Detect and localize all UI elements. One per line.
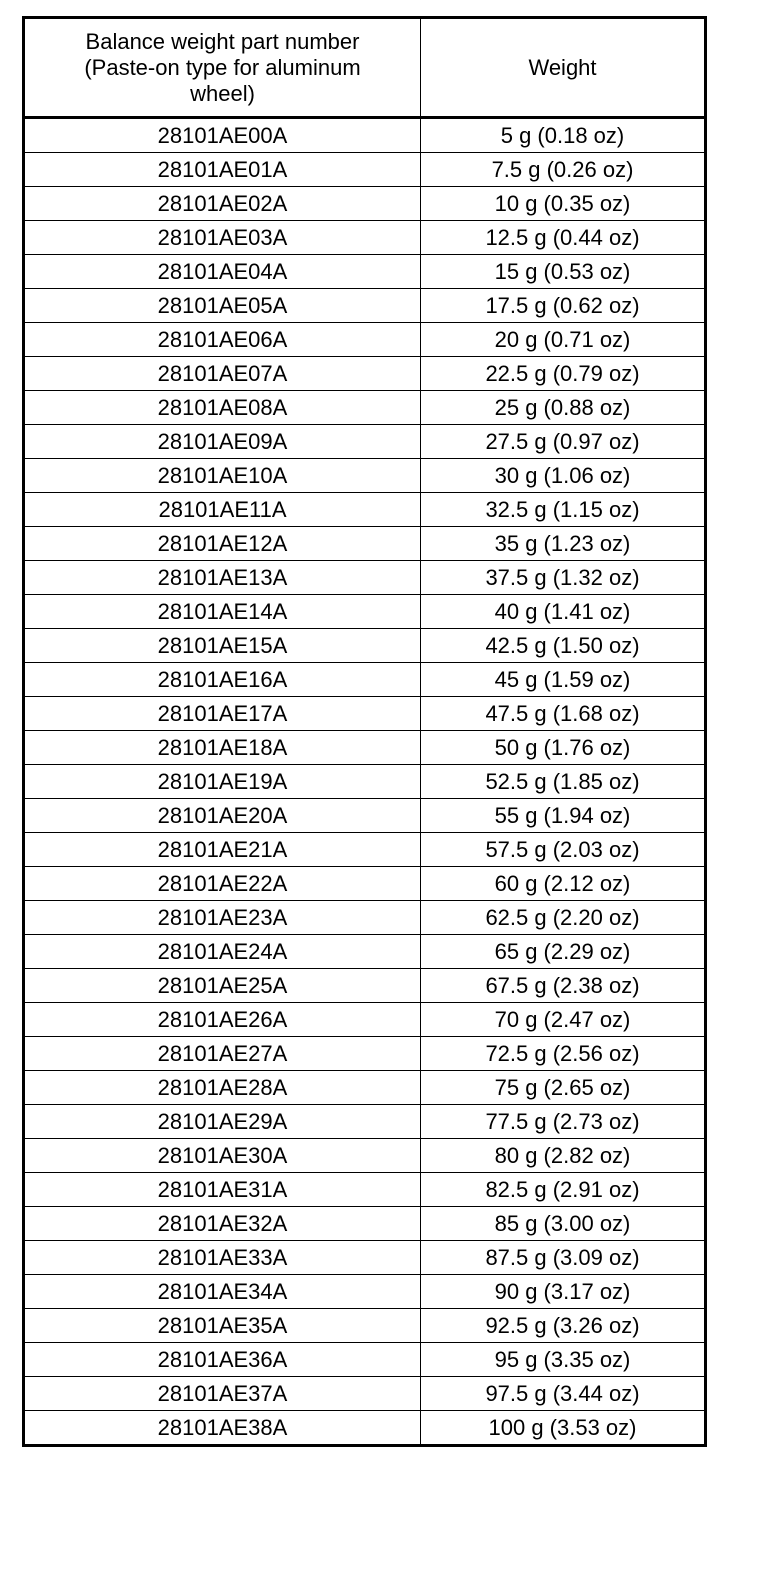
part-number-cell: 28101AE03A xyxy=(24,221,421,255)
weight-cell: 47.5 g (1.68 oz) xyxy=(421,697,706,731)
weight-cell: 95 g (3.35 oz) xyxy=(421,1343,706,1377)
weight-cell: 67.5 g (2.38 oz) xyxy=(421,969,706,1003)
table-row xyxy=(24,799,706,833)
table-row xyxy=(24,1207,706,1241)
part-number-cell: 28101AE11A xyxy=(24,493,421,527)
table-row xyxy=(24,731,706,765)
header-part-number xyxy=(24,18,421,118)
table-row xyxy=(24,663,706,697)
part-number-cell: 28101AE23A xyxy=(24,901,421,935)
weight-cell: 72.5 g (2.56 oz) xyxy=(421,1037,706,1071)
weight-cell: 77.5 g (2.73 oz) xyxy=(421,1105,706,1139)
table-row xyxy=(24,493,706,527)
table-row xyxy=(24,561,706,595)
part-number-cell: 28101AE04A xyxy=(24,255,421,289)
weight-cell: 85 g (3.00 oz) xyxy=(421,1207,706,1241)
part-number-cell: 28101AE15A xyxy=(24,629,421,663)
table-row xyxy=(24,1309,706,1343)
part-number-cell: 28101AE02A xyxy=(24,187,421,221)
table-row xyxy=(24,527,706,561)
part-number-cell: 28101AE07A xyxy=(24,357,421,391)
table-row xyxy=(24,595,706,629)
weight-cell: 32.5 g (1.15 oz) xyxy=(421,493,706,527)
weight-cell: 50 g (1.76 oz) xyxy=(421,731,706,765)
weight-cell: 7.5 g (0.26 oz) xyxy=(421,153,706,187)
table-row xyxy=(24,1139,706,1173)
table-body xyxy=(24,118,706,1446)
weight-cell: 42.5 g (1.50 oz) xyxy=(421,629,706,663)
part-number-cell: 28101AE38A xyxy=(24,1411,421,1446)
weight-cell: 25 g (0.88 oz) xyxy=(421,391,706,425)
weight-cell: 30 g (1.06 oz) xyxy=(421,459,706,493)
table-row xyxy=(24,1275,706,1309)
part-number-cell: 28101AE26A xyxy=(24,1003,421,1037)
table-row xyxy=(24,1411,706,1446)
part-number-cell: 28101AE28A xyxy=(24,1071,421,1105)
weight-cell: 22.5 g (0.79 oz) xyxy=(421,357,706,391)
table-row xyxy=(24,901,706,935)
part-number-cell: 28101AE37A xyxy=(24,1377,421,1411)
part-number-cell: 28101AE34A xyxy=(24,1275,421,1309)
weight-cell: 5 g (0.18 oz) xyxy=(421,118,706,153)
table-row xyxy=(24,1071,706,1105)
table-row xyxy=(24,255,706,289)
table-row xyxy=(24,391,706,425)
weight-cell: 75 g (2.65 oz) xyxy=(421,1071,706,1105)
table-row xyxy=(24,357,706,391)
part-number-cell: 28101AE14A xyxy=(24,595,421,629)
table-row xyxy=(24,1037,706,1071)
part-number-cell: 28101AE29A xyxy=(24,1105,421,1139)
part-number-cell: 28101AE35A xyxy=(24,1309,421,1343)
part-number-cell: 28101AE32A xyxy=(24,1207,421,1241)
weight-cell: 45 g (1.59 oz) xyxy=(421,663,706,697)
part-number-cell: 28101AE13A xyxy=(24,561,421,595)
weight-cell: 52.5 g (1.85 oz) xyxy=(421,765,706,799)
weight-cell: 27.5 g (0.97 oz) xyxy=(421,425,706,459)
table-row xyxy=(24,833,706,867)
table-row xyxy=(24,1377,706,1411)
weight-cell: 57.5 g (2.03 oz) xyxy=(421,833,706,867)
weight-cell: 92.5 g (3.26 oz) xyxy=(421,1309,706,1343)
weight-cell: 100 g (3.53 oz) xyxy=(421,1411,706,1446)
part-number-cell: 28101AE33A xyxy=(24,1241,421,1275)
table-row xyxy=(24,118,706,153)
part-number-cell: 28101AE36A xyxy=(24,1343,421,1377)
part-number-cell: 28101AE27A xyxy=(24,1037,421,1071)
table-row xyxy=(24,425,706,459)
part-number-cell: 28101AE01A xyxy=(24,153,421,187)
table-row xyxy=(24,765,706,799)
weight-cell: 80 g (2.82 oz) xyxy=(421,1139,706,1173)
part-number-cell: 28101AE19A xyxy=(24,765,421,799)
weight-cell: 65 g (2.29 oz) xyxy=(421,935,706,969)
table-row xyxy=(24,969,706,1003)
part-number-cell: 28101AE10A xyxy=(24,459,421,493)
table-row xyxy=(24,1343,706,1377)
part-number-cell: 28101AE21A xyxy=(24,833,421,867)
weight-cell: 82.5 g (2.91 oz) xyxy=(421,1173,706,1207)
part-number-cell: 28101AE12A xyxy=(24,527,421,561)
weight-cell: 10 g (0.35 oz) xyxy=(421,187,706,221)
header-part-number-line: Balance weight part number xyxy=(85,28,360,54)
part-number-cell: 28101AE17A xyxy=(24,697,421,731)
weight-cell: 17.5 g (0.62 oz) xyxy=(421,289,706,323)
weight-cell: 12.5 g (0.44 oz) xyxy=(421,221,706,255)
weight-cell: 55 g (1.94 oz) xyxy=(421,799,706,833)
part-number-cell: 28101AE18A xyxy=(24,731,421,765)
weight-cell: 62.5 g (2.20 oz) xyxy=(421,901,706,935)
weight-cell: 20 g (0.71 oz) xyxy=(421,323,706,357)
weight-cell: 40 g (1.41 oz) xyxy=(421,595,706,629)
header-weight: Weight xyxy=(421,18,706,118)
balance-weight-table xyxy=(22,16,707,1447)
part-number-cell: 28101AE22A xyxy=(24,867,421,901)
part-number-cell: 28101AE20A xyxy=(24,799,421,833)
table-row xyxy=(24,1173,706,1207)
weight-cell: 97.5 g (3.44 oz) xyxy=(421,1377,706,1411)
header-part-number-line: (Paste-on type for aluminum xyxy=(84,54,361,80)
part-number-cell: 28101AE09A xyxy=(24,425,421,459)
table-row xyxy=(24,459,706,493)
weight-cell: 90 g (3.17 oz) xyxy=(421,1275,706,1309)
table-row xyxy=(24,867,706,901)
table-row xyxy=(24,323,706,357)
part-number-cell: 28101AE30A xyxy=(24,1139,421,1173)
table-row xyxy=(24,153,706,187)
part-number-cell: 28101AE24A xyxy=(24,935,421,969)
weight-cell: 35 g (1.23 oz) xyxy=(421,527,706,561)
part-number-cell: 28101AE16A xyxy=(24,663,421,697)
part-number-cell: 28101AE06A xyxy=(24,323,421,357)
header-part-number-line: wheel) xyxy=(190,80,255,106)
weight-cell: 37.5 g (1.32 oz) xyxy=(421,561,706,595)
table-row xyxy=(24,1241,706,1275)
table-row xyxy=(24,221,706,255)
table-row xyxy=(24,697,706,731)
table-row xyxy=(24,289,706,323)
weight-cell: 70 g (2.47 oz) xyxy=(421,1003,706,1037)
part-number-cell: 28101AE25A xyxy=(24,969,421,1003)
table-header-row xyxy=(24,18,706,118)
part-number-cell: 28101AE08A xyxy=(24,391,421,425)
table-row xyxy=(24,1105,706,1139)
part-number-cell: 28101AE00A xyxy=(24,118,421,153)
table-row xyxy=(24,1003,706,1037)
table-row xyxy=(24,187,706,221)
weight-cell: 87.5 g (3.09 oz) xyxy=(421,1241,706,1275)
table-row xyxy=(24,935,706,969)
part-number-cell: 28101AE31A xyxy=(24,1173,421,1207)
weight-cell: 15 g (0.53 oz) xyxy=(421,255,706,289)
part-number-cell: 28101AE05A xyxy=(24,289,421,323)
weight-cell: 60 g (2.12 oz) xyxy=(421,867,706,901)
table-row xyxy=(24,629,706,663)
